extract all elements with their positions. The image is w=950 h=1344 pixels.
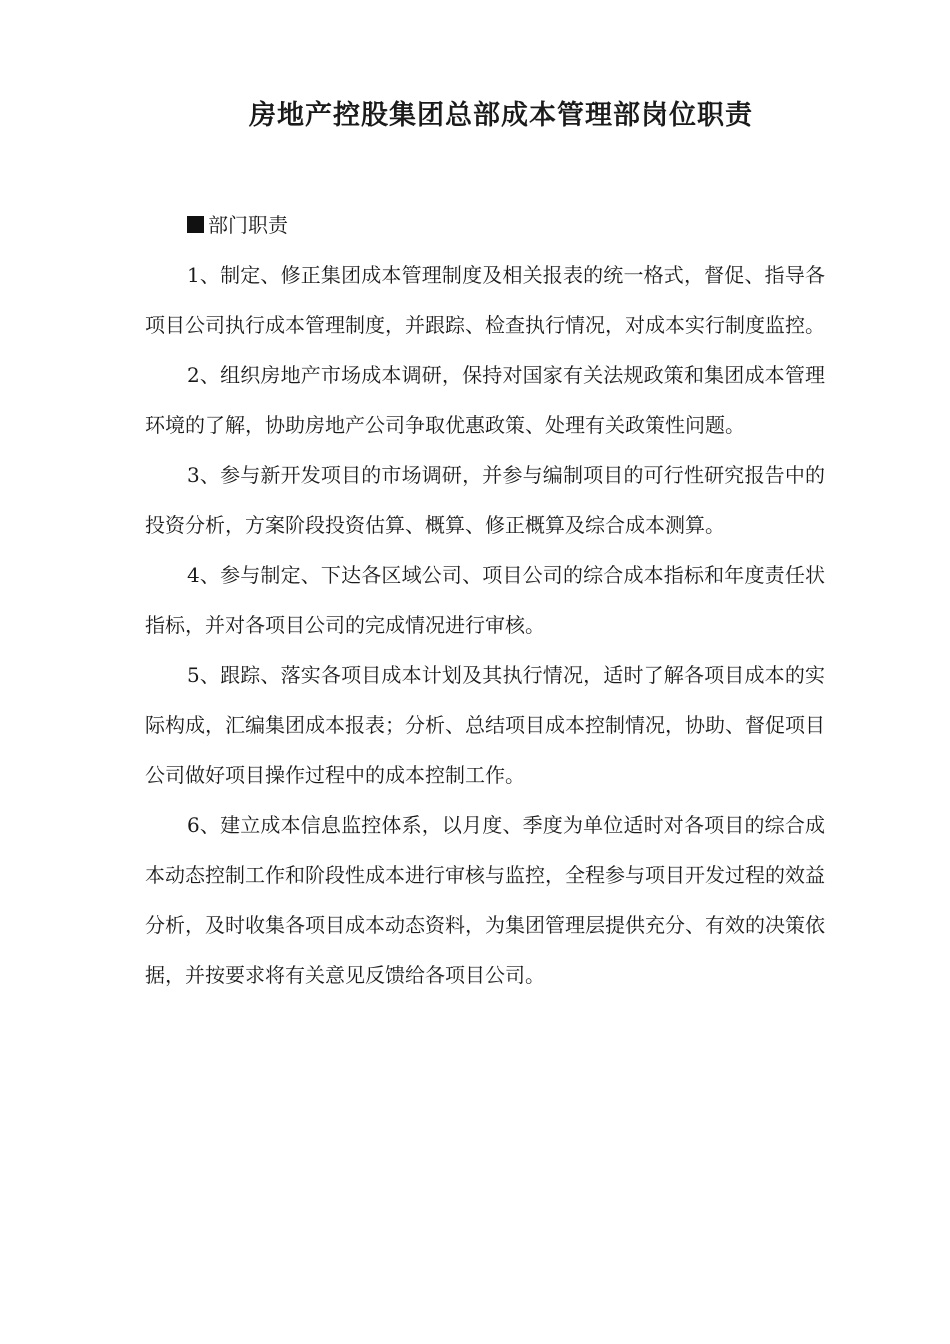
- section-heading-label: 部门职责: [208, 213, 288, 237]
- duty-paragraph-6: 6、建立成本信息监控体系，以月度、季度为单位适时对各项目的综合成本动态控制工作和阶段性成本进行审核与监控，全程参与项目开发过程的效益分析，及时收集各项目成本动态资料，为集团管理层提供充分、有效的决策依据，并按要求将有关意见反馈给各项目公司。: [145, 813, 825, 987]
- document-title: 房地产控股集团总部成本管理部岗位职责: [249, 100, 753, 131]
- duty-paragraph-5: 5、跟踪、落实各项目成本计划及其执行情况，适时了解各项目成本的实际构成，汇编集团成本报表；分析、总结项目成本控制情况，协助、督促项目公司做好项目操作过程中的成本控制工作。: [145, 663, 825, 787]
- duty-paragraph-4: 4、参与制定、下达各区域公司、项目公司的综合成本指标和年度责任状指标，并对各项目公司的完成情况进行审核。: [145, 563, 825, 637]
- square-bullet-icon: [187, 216, 204, 233]
- section-heading: [145, 200, 825, 250]
- duty-paragraph-1: 1、制定、修正集团成本管理制度及相关报表的统一格式，督促、指导各项目公司执行成本管理制度，并跟踪、检查执行情况，对成本实行制度监控。: [145, 263, 825, 337]
- duty-paragraph-3: 3、参与新开发项目的市场调研，并参与编制项目的可行性研究报告中的投资分析，方案阶段投资估算、概算、修正概算及综合成本测算。: [145, 463, 825, 537]
- duty-paragraph-2: 2、组织房地产市场成本调研，保持对国家有关法规政策和集团成本管理环境的了解，协助房地产公司争取优惠政策、处理有关政策性问题。: [145, 363, 825, 437]
- document-body: [145, 200, 825, 1000]
